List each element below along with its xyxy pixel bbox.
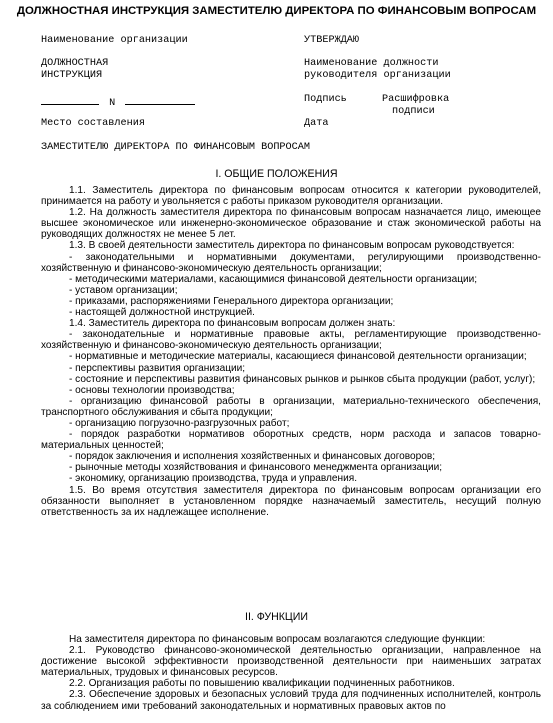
section-1-title: I. ОБЩИЕ ПОЛОЖЕНИЯ [215,168,338,180]
list-item: - законодательными и нормативными документами, регулирующими производственно-хозяйственную и финансово-экономическую деятельность организации; [41,251,541,274]
date-label: Дата [304,118,329,129]
list-item: - порядок разработки нормативов оборотных средств, норм расхода и запасов товарно-материальных ценностей; [41,429,541,452]
approve-label: УТВЕРЖДАЮ [304,35,360,46]
paragraph-1-4: 1.4. Заместитель директора по финансовым вопросам должен знать: [69,318,396,330]
number-underline-left [41,94,99,105]
paragraph-2-3: 2.3. Обеспечение здоровых и безопасных условий труда для подчиненных исполнителей, контроль за соблюдением ими требований законодательных и нормативных правовых актов по [41,689,541,712]
list-item: - нормативные и методические материалы, касающиеся финансовой деятельности организации; [69,351,527,363]
number-line [41,94,195,110]
head-position-line2: руководителя организации [304,70,451,81]
number-sign: N [109,98,116,109]
list-item: - экономику, организацию производства, труда и управления. [69,473,358,485]
document-title: ДОЛЖНОСТНАЯ ИНСТРУКЦИЯ ЗАМЕСТИТЕЛЮ ДИРЕКТОРА ПО ФИНАНСОВЫМ ВОПРОСАМ [16,5,537,17]
org-name-label: Наименование организации [41,35,188,46]
doc-type-line2: ИНСТРУКЦИЯ [41,70,103,81]
list-item: - организацию финансовой работы в организации, материально-технического обеспечения, транспортного обслуживания и сбыта продукции; [41,395,541,418]
head-position-line1: Наименование должности [304,58,439,69]
signature-label: Подпись [304,94,347,105]
paragraph-1-3: 1.3. В своей деятельности заместитель директора по финансовым вопросам руководствуется: [69,240,515,252]
section-1-body [41,185,541,518]
list-item: - порядок заключения и исполнения хозяйственных и финансовых договоров; [69,451,436,463]
section-2-title: II. ФУНКЦИИ [245,611,308,623]
paragraph-2-1: 2.1. Руководство финансово-экономической деятельностью организации, направленное на достижение высокой эффективности производственной деятельности при наименьших затратах материальных, трудовых и финансовых ресурсов. [41,645,541,679]
addressee-label: ЗАМЕСТИТЕЛЮ ДИРЕКТОРА ПО ФИНАНСОВЫМ ВОПРОСАМ [41,142,310,153]
list-item: - законодательные и нормативные правовые акты, регламентирующие производственно-хозяйственную и финансово-экономическую деятельность организации; [41,329,541,352]
paragraph-1-2: 1.2. На должность заместителя директора по финансовым вопросам назначается лицо, имеющее высшее экономическое или инженерно-экономическое образование и стаж экономической работы на руководящих должностях не менее 5 лет. [41,207,541,241]
list-item: - организацию погрузочно-разгрузочных работ; [69,417,290,429]
list-item: - перспективы развития организации; [69,362,246,374]
list-item: - уставом организации; [69,284,178,296]
paragraph-1-1: 1.1. Заместитель директора по финансовым вопросам относится к категории руководителей, принимается на работу и увольняется с работы приказом руководителя организации. [41,185,541,208]
section-2-body [41,634,541,712]
paragraph-2-2: 2.2. Организация работы по повышению квалификации подчиненных работников. [69,678,455,690]
list-item: - рыночные методы хозяйствования и финансового менеджмента организации; [69,462,443,474]
paragraph-2-intro: На заместителя директора по финансовым вопросам возлагаются следующие функции: [69,634,486,645]
list-item: - методическими материалами, касающимися финансовой деятельности организации; [69,273,478,285]
list-item: - приказами, распоряжениями Генерального директора организации; [69,295,394,307]
list-item: - настоящей должностной инструкцией. [69,307,255,319]
doc-type-line1: ДОЛЖНОСТНАЯ [41,58,109,69]
place-label: Место составления [41,118,145,129]
decoding-line1: Расшифровка [382,94,450,105]
list-item: - основы технологии производства; [69,384,235,396]
decoding-line2: подписи [392,106,435,117]
number-underline-right [125,94,195,105]
paragraph-1-5: 1.5. Во время отсутствия заместителя директора по финансовым вопросам организации его обязанности выполняет в установленном порядке назначаемый заместитель, несущий полную ответственность за их надлежащее исполнение. [41,484,541,518]
list-item: - состояние и перспективы развития финансовых рынков и рынков сбыта продукции (работ, услуг); [69,373,536,385]
